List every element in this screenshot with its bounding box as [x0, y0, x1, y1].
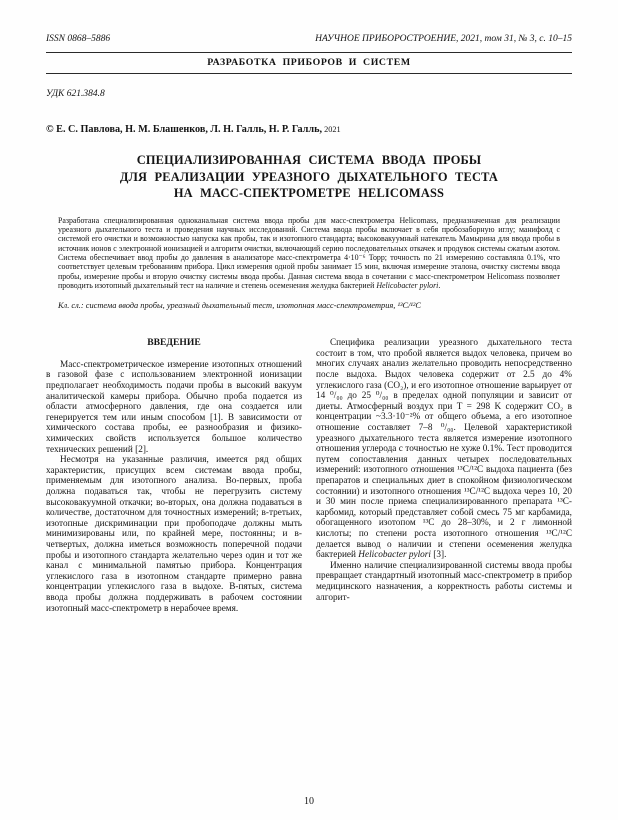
- article-title: [46, 152, 572, 202]
- intro-paragraph-2: Несмотря на указанные различия, имеется ряд общих характеристик, присущих всем системам ввода пробы, применяемым для изотопного анализа. Во-первых, проба должна подаваться так, чтобы не перегрузить систему высоковакуумной откачки; во-вторых, она должна подаваться в количестве, достаточном для точностных измерений; в-третьих, изотопные дискриминации при пробоподаче должны мыть минимизированы или, по крайней мере, постоянны; и в-четвертых, должна иметься возможность поперечной подачи пробы и изотопного стандарта желательно через один и тот же канал с минимальной памятью прибора. Концентрация углекислого газа в изотопном стандарте примерно равна концентрации углекислого газа в выдохе. В-пятых, система ввода пробы должна поддерживать в рабочем состоянии изотопный масс-спектрометр в нерабочее время.: [46, 455, 302, 614]
- section-heading: РАЗРАБОТКА ПРИБОРОВ И СИСТЕМ: [207, 57, 411, 68]
- divider-bottom: [46, 73, 572, 74]
- udk-code: УДК 621.384.8: [46, 89, 105, 99]
- two-column-body: [46, 338, 572, 614]
- article-title-line1: СПЕЦИАЛИЗИРОВАННАЯ СИСТЕМА ВВОДА ПРОБЫ: [136, 153, 482, 167]
- intro-paragraph-1: Масс-спектрометрическое измерение изотопных отношений в газовой фазе с использованием электронной ионизации предполагает необходимость подачи пробы в высокий вакуум аналитической камеры прибора. Обычно проба подается из области атмосферного давления, где она создается или генерируется тем или иным способом [1]. В зависимости от химического состава пробы, ее разнообразия и физико-химических свойств используется большое количество технических решений [2].: [46, 359, 302, 455]
- species-name-italic: Helicobacter pylori: [358, 550, 431, 561]
- article-title-line3: НА МАСС-СПЕКТРОМЕТРЕ HELICOMASS: [173, 186, 445, 200]
- abstract: [46, 216, 572, 291]
- journal-citation: НАУЧНОЕ ПРИБОРОСТРОЕНИЕ, 2021, том 31, № 3, с. 10–15: [315, 34, 572, 44]
- body-paragraph-1: [316, 338, 572, 560]
- abstract-text: Разработана специализированная одноканальная система ввода пробы для масс-спектрометра Helicomass, предназначенная для реализации уреазного дыхательного теста и проведения научных исследований. Система ввода пробы включает в себя пробозаборную иглу; манифолд с системой его очистки и возможностью напуска как пробы, так и изотопного стандарта; высоковакуумный натекатель Мамырина для ввода пробы в источник ионов с электронной ионизацией и алгоритм очистки, включающий серию последовательных откачек и продувок системы сжатым азотом. Система обеспечивает ввод пробы до давления в анализаторе масс-спектрометра 4·10⁻⁶ Торр; точность по 21 измерению составляла 0.1%, что соответствует целевым требованиям прибора. Цикл измерения одной пробы занимает 15 мин, включая измерение эталона, очистку системы ввода пробы, измерение пробы и вторую очистку системы ввода пробы. Данная система ввода в сочетании с масс-спектрометром Helicomass позволяет проводить изотопный дыхательный тест на наличие и степень осеменения желудка бактерией: [58, 215, 560, 290]
- copyright-year: 2021: [322, 125, 341, 134]
- body-paragraph-1-text: Специфика реализации уреазного дыхательного теста состоит в том, что пробой является выдох человека, причем во многих случаях анализ желательно проводить непосредственно после выдоха. Выдох человека содержит от 2.5 до 4% углекислого газа (CO₂), и его изотопное отношение варьирует от 14 ⁰/₀₀ до 25 ⁰/₀₀ в пределах одной популяции и зависит от диеты. Атмосферный воздух при T = 298 K содержит CO₂ в концентрации ~3.3·10⁻²% от общего объема, а его изотопное отношение составляет 7–8 ⁰/₀₀. Целевой характеристикой уреазного дыхательного теста является измерение изотопного отношения углерода с точностью не хуже 0.1%. Тест проводится путем сопоставления данных четырех последовательных измерений: изотопного отношения ¹³C/¹²C выдоха пациента (без препаратов и специальных диет в спокойном физиологическом состоянии) и изотопного отношения ¹³C/¹²C выдоха через 10, 20 и 30 мин после приема специализированного препарата ¹³C-карбомид, который представляет собой смесь 75 мг карбамида, обогащенного изотопом ¹³C до 28–30%, и 2 г лимонной кислоты; по степени роста изотопного отношения ¹³C/¹²C делается вывод о наличии и степени осеменения желудка бактерией: [316, 338, 572, 561]
- body-paragraph-1-citation: [3].: [430, 550, 447, 561]
- article-title-line2: ДЛЯ РЕАЛИЗАЦИИ УРЕАЗНОГО ДЫХАТЕЛЬНОГО ТЕСТА: [119, 169, 499, 184]
- page-number: 10: [304, 796, 314, 807]
- issn-label: ISSN 0868–5886: [46, 34, 111, 44]
- abstract-tail: .: [438, 280, 441, 290]
- authors-names: © Е. С. Павлова, Н. М. Блашенков, Л. Н. Галль, Н. Р. Галль,: [46, 124, 323, 135]
- keywords-line: [46, 301, 572, 310]
- authors-line: [46, 124, 572, 135]
- right-column: [316, 338, 572, 614]
- introduction-heading: ВВЕДЕНИЕ: [147, 337, 201, 349]
- running-head: [46, 34, 572, 44]
- body-paragraph-2: Именно наличие специализированной системы ввода пробы превращает стандартный изотопный масс-спектрометр в прибор медицинского назначения, а корректность работы системы и алгорит-: [316, 560, 572, 603]
- keywords-text: система ввода пробы, уреазный дыхательный тест, изотопная масс-спектрометрия, ¹³C/¹²C: [83, 301, 422, 311]
- abstract-species-name: Helicobacter pylori: [376, 280, 439, 290]
- keywords-label: Кл. сл.:: [58, 301, 84, 311]
- left-column: [46, 338, 302, 614]
